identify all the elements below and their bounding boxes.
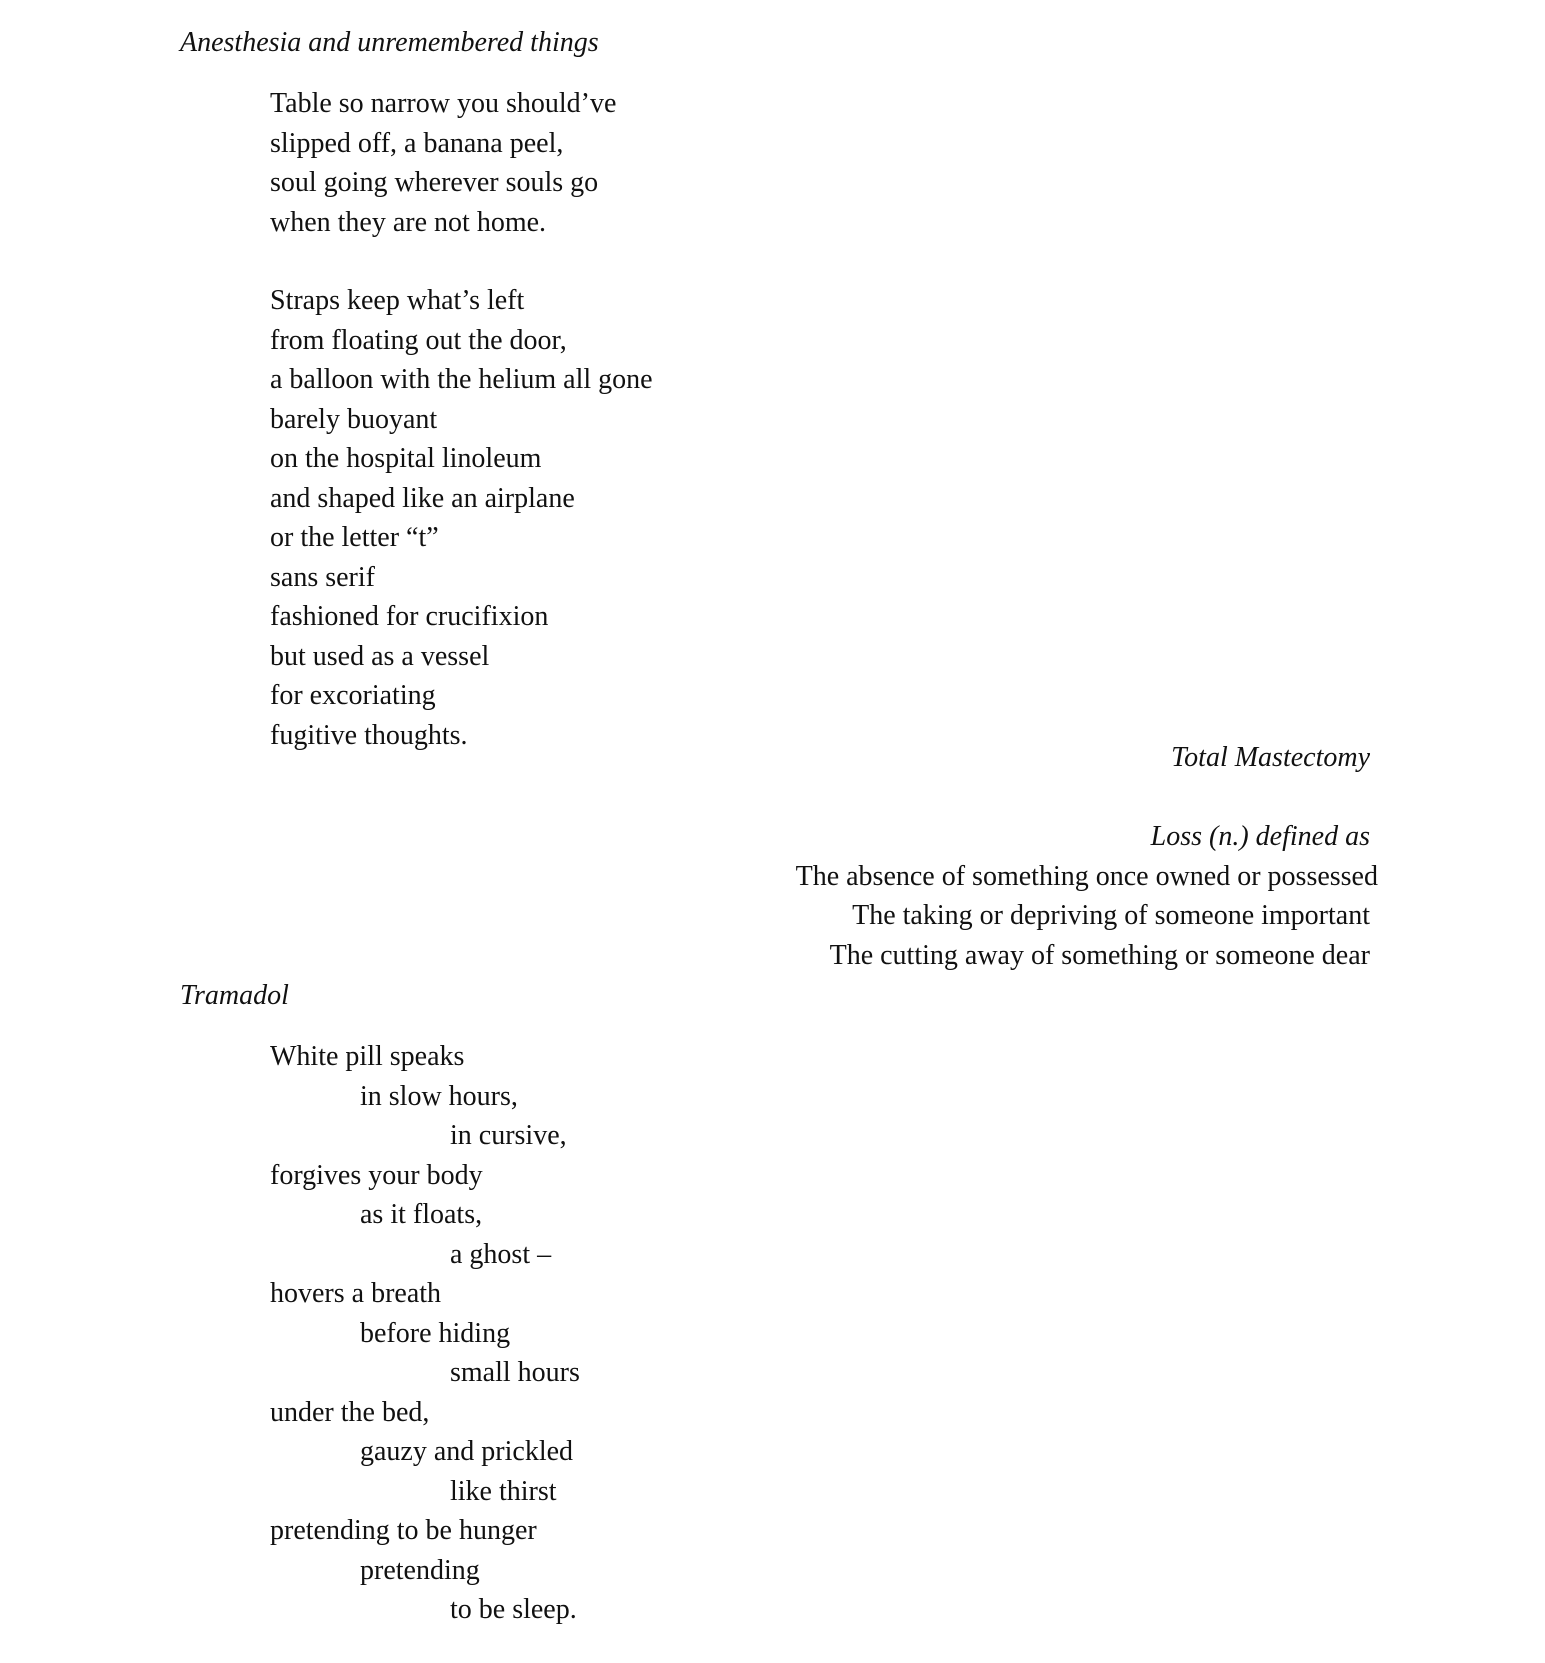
poem-stanza bbox=[270, 1037, 580, 1630]
poem-line: barely buoyant bbox=[270, 403, 438, 435]
poem-line: Table so narrow you should’ve bbox=[270, 88, 617, 119]
poem-line: slipped off, a banana peel, bbox=[270, 127, 564, 159]
poem-subtitle: Loss (n.) defined as bbox=[1150, 821, 1370, 852]
poem-line: for excoriating bbox=[270, 680, 436, 711]
poem-line: sans serif bbox=[270, 561, 375, 593]
poem-line: a balloon with the helium all gone bbox=[270, 364, 653, 395]
poem-line: hovers a breath bbox=[270, 1278, 442, 1309]
poem-line: before hiding bbox=[360, 1317, 511, 1349]
poem-line: like thirst bbox=[450, 1475, 557, 1507]
poem-title-tramadol: Tramadol bbox=[180, 980, 289, 1011]
poem-line: soul going wherever souls go bbox=[270, 167, 599, 198]
poem-line: under the bed, bbox=[270, 1396, 430, 1428]
poem-title-total-mastectomy: Total Mastectomy bbox=[1171, 742, 1370, 773]
poem-line: in cursive, bbox=[450, 1120, 567, 1151]
poem-line: fugitive thoughts. bbox=[270, 719, 468, 751]
poem-line: on the hospital linoleum bbox=[270, 443, 542, 474]
poem-line: to be sleep. bbox=[450, 1594, 577, 1625]
poem-line: The absence of something once owned or possessed bbox=[795, 860, 1378, 892]
stanza-gap bbox=[796, 778, 1370, 818]
poem-line: The cutting away of something or someone dear bbox=[829, 939, 1370, 971]
poem-line: and shaped like an airplane bbox=[270, 482, 575, 514]
poem-line: Straps keep what’s left bbox=[270, 285, 525, 316]
poem-stanza bbox=[270, 281, 653, 755]
poem-line: fashioned for crucifixion bbox=[270, 601, 549, 632]
poem-line: or the letter “t” bbox=[270, 522, 439, 553]
poem-stanza bbox=[270, 84, 616, 242]
poem-line: but used as a vessel bbox=[270, 640, 490, 672]
poem-line: gauzy and prickled bbox=[360, 1436, 574, 1467]
poem-line: a ghost – bbox=[450, 1238, 552, 1270]
poem-line: pretending to be hunger bbox=[270, 1515, 537, 1546]
poem-line: in slow hours, bbox=[360, 1080, 518, 1112]
poem-line: when they are not home. bbox=[270, 206, 547, 238]
poem-line: small hours bbox=[450, 1357, 580, 1388]
poem-line: forgives your body bbox=[270, 1159, 483, 1191]
poem-total-mastectomy bbox=[795, 738, 1378, 975]
poem-line: as it floats, bbox=[360, 1199, 483, 1230]
poem-line: from floating out the door, bbox=[270, 324, 567, 356]
poem-title-anesthesia: Anesthesia and unremembered things bbox=[180, 27, 599, 58]
poem-line: The taking or depriving of someone important bbox=[852, 900, 1370, 931]
poem-line: White pill speaks bbox=[270, 1041, 465, 1072]
poem-line: pretending bbox=[360, 1554, 480, 1586]
